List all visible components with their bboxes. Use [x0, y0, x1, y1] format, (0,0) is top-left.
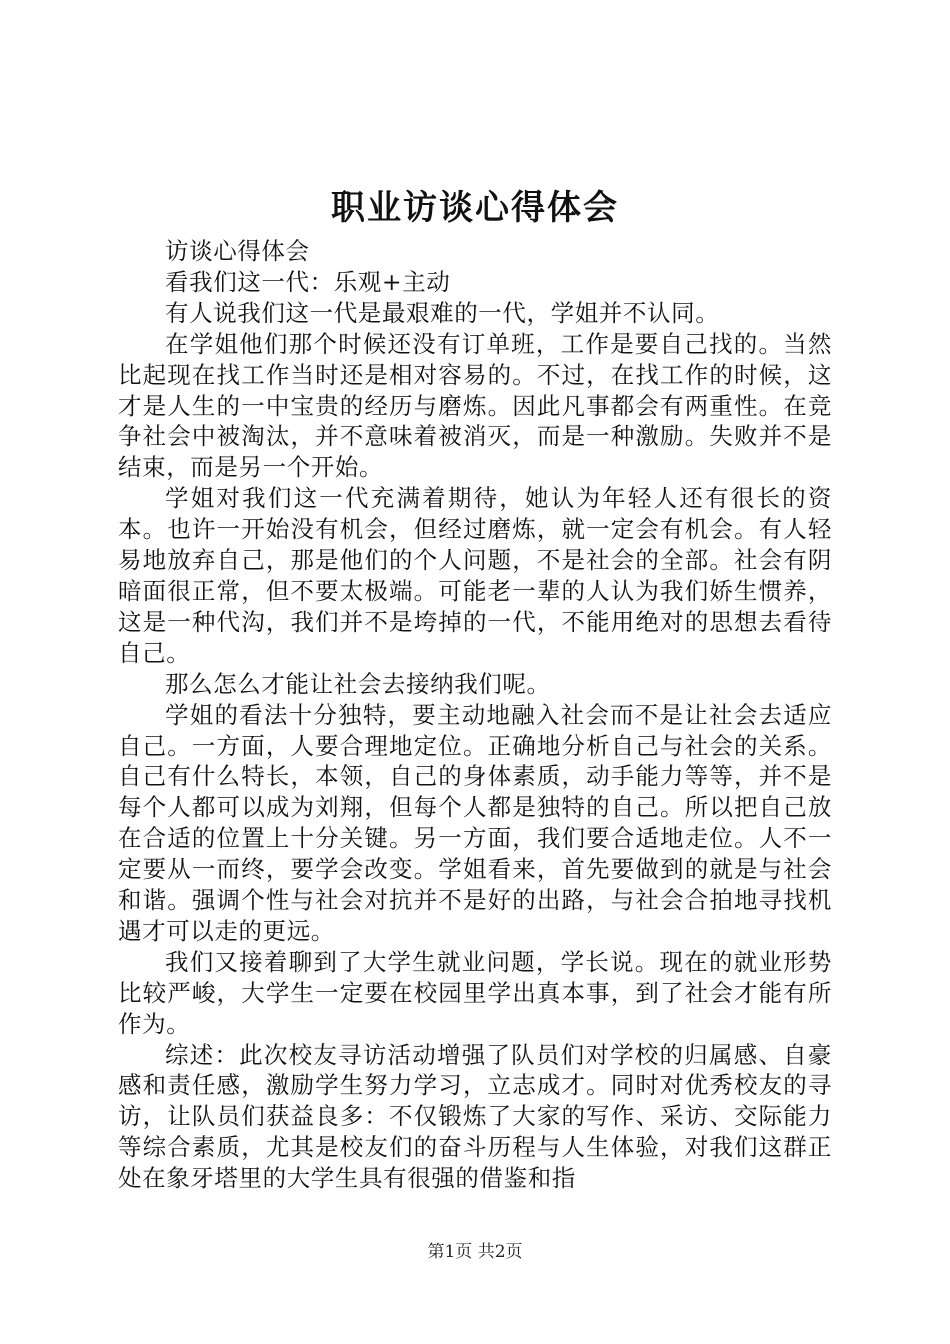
page-number-footer: 第1页 共2页: [427, 1242, 523, 1262]
paragraph-3: 有人说我们这一代是最艰难的一代，学姐并不认同。: [165, 298, 720, 327]
paragraph-6: 那么怎么才能让社会去接纳我们呢。: [165, 669, 551, 698]
paragraph-4: 在学姐他们那个时候还没有订单班，工作是要自己找的。当然比起现在找工作当时还是相对容易的。不过，在找工作的时候，这才是人生的一中宝贵的经历与磨炼。因此凡事都会有两重性。在竞争社会中被淘汰，并不意味着被消灭，而是一种激励。失败并不是结束，而是另一个开始。: [118, 329, 832, 482]
paragraph-1: 访谈心得体会: [165, 237, 310, 265]
paragraph-5: 学姐对我们这一代充满着期待，她认为年轻人还有很长的资本。也许一开始没有机会，但经过磨炼，就一定会有机会。有人轻易地放弃自己，那是他们的个人问题，不是社会的全部。社会有阴暗面很正常，但不要太极端。可能老一辈的人认为我们娇生惯养，这是一种代沟，我们并不是垮掉的一代，不能用绝对的思想去看待自己。: [118, 484, 832, 667]
document-title: 职业访谈心得体会: [331, 188, 619, 228]
paragraph-7: 学姐的看法十分独特，要主动地融入社会而不是让社会去适应自己。一方面，人要合理地定位。正确地分析自己与社会的关系。自己有什么特长，本领，自己的身体素质，动手能力等等，并不是每个人都可以成为刘翔，但每个人都是独特的自己。所以把自己放在合适的位置上十分关键。另一方面，我们要合适地走位。人不一定要从一而终，要学会改变。学姐看来，首先要做到的就是与社会和谐。强调个性与社会对抗并不是好的出路，与社会合拍地寻找机遇才可以走的更远。: [118, 700, 832, 945]
document-body: [118, 236, 832, 1194]
paragraph-9: 综述：此次校友寻访活动增强了队员们对学校的归属感、自豪感和责任感，激励学生努力学习，立志成才。同时对优秀校友的寻访，让队员们获益良多：不仅锻炼了大家的写作、采访、交际能力等综合素质，尤其是校友们的奋斗历程与人生体验，对我们这群正处在象牙塔里的大学生具有很强的借鉴和指: [118, 1040, 832, 1193]
paragraph-2: 看我们这一代：乐观+主动: [165, 267, 451, 296]
paragraph-8: 我们又接着聊到了大学生就业问题，学长说。现在的就业形势比较严峻，大学生一定要在校园里学出真本事，到了社会才能有所作为。: [118, 947, 832, 1038]
